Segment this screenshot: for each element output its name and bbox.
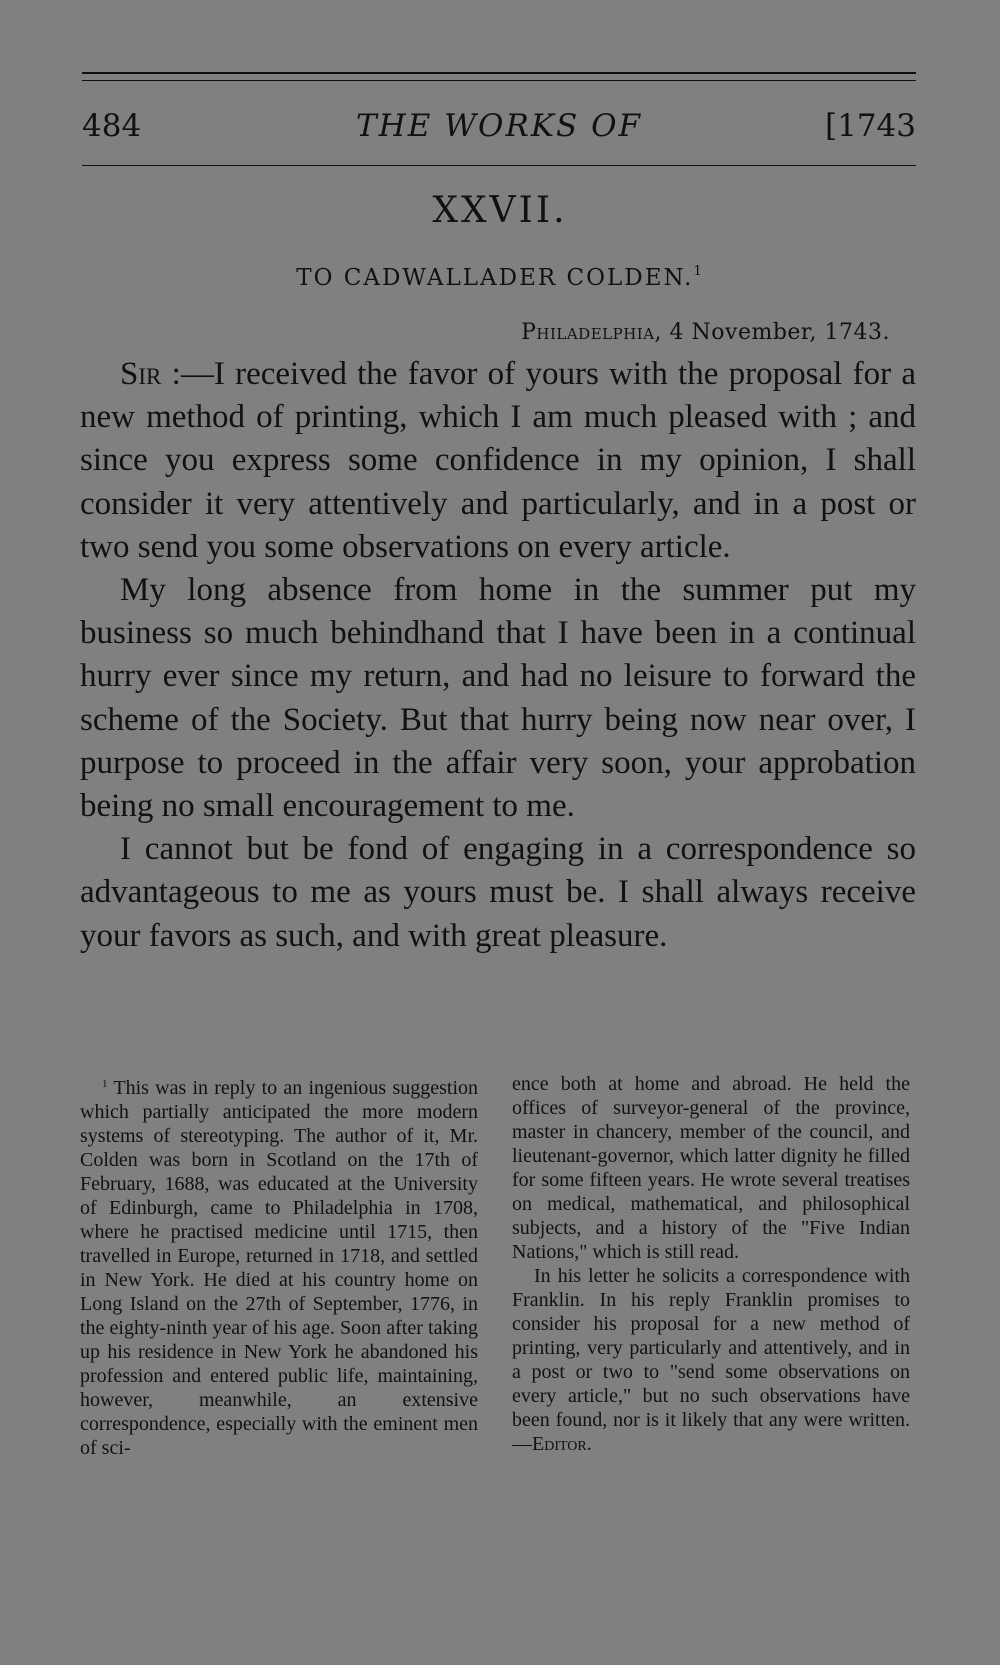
footnote-marker: 1 [102,1078,108,1090]
running-head [82,108,916,148]
header-rule [82,165,916,166]
page-number: 484 [82,108,142,144]
top-double-rule-upper [82,72,916,74]
footnote-reference: 1 [693,264,704,279]
letter-paragraph: I cannot but be fond of engaging in a correspondence so advantageous to me as yours must be. I shall always receive your favors as such, and with great pleasure. [80,831,916,954]
letter-addressee [0,264,1000,291]
editor-signature: Editor. [532,1433,592,1455]
letter-paragraph: My long absence from home in the summer put my business so much behindhand that I have been in a continual hurry ever since my return, and had no leisure to forward the scheme of the Society. But that hurry being now near over, I purpose to proceed in the affair very soon, your approbation being no small encouragement to me. [80,572,916,825]
addressee-text: TO CADWALLADER COLDEN. [296,265,694,291]
dateline [521,320,890,345]
footnote-text: In his letter he solicits a correspondence with Franklin. In his reply Franklin promises to consider his proposal for a new method of printing, very particularly and attentively, and in a post or two to "send some observations on every article," but no such observations have been found, nor is it likely that any were written.— [512,1265,910,1455]
footnote-paragraph [512,1264,910,1456]
letter-body [80,353,916,958]
dateline-date: 4 November, 1743. [662,320,890,345]
chapter-number: XXVII. [432,190,568,231]
top-double-rule-lower [82,80,916,81]
footnote-continuation: ence both at home and abroad. He held the offices of surveyor-general of the province, master in chancery, member of the council, and lieutenant-governor, which latter dignity he filled for some fifteen years. He wrote several treatises on medical, mathematical, and philosophical subjects, and a history of the "Five Indian Nations," which is still read. [512,1073,910,1263]
salutation: Sir [120,356,162,392]
footnote-column-right [512,1072,910,1456]
letter-paragraph [80,353,916,569]
running-title: THE WORKS OF [356,108,642,144]
paragraph-text: :—I received the favor of yours with the proposal for a new method of printing, which I am much pleased with ; and since you express some confidence in my opinion, I shall consider it very attentively and particularly, and in a post or two send you some observations on every article. [80,356,916,565]
dateline-place: Philadelphia, [521,320,663,345]
footnote-paragraph [80,1072,478,1460]
footnote-column-left [80,1072,478,1460]
running-year: [1743 [825,108,916,144]
footnote-text: This was in reply to an ingenious suggestion which partially anticipated the more modern systems of stereotyping. The author of it, Mr. Colden was born in Scotland on the 17th of February, 1688, was educated at the University of Edinburgh, came to Philadelphia in 1708, where he practised medicine until 1715, then travelled in Europe, returned in 1718, and settled in New York. He died at his country home on Long Island on the 27th of September, 1776, in the eighty-ninth year of his age. Soon after taking up his residence in New York he abandoned his profession and entered public life, maintaining, however, meanwhile, an extensive correspondence, especially with the eminent men of sci- [80,1077,478,1459]
